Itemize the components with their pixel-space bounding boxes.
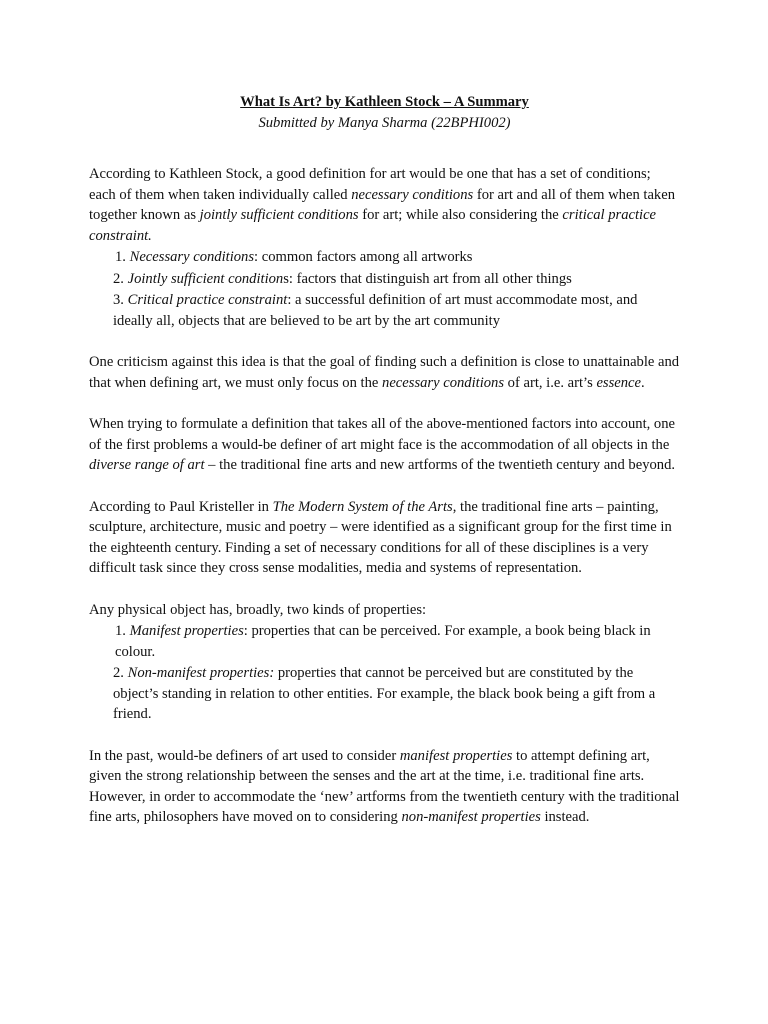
emphasis: necessary conditions — [382, 374, 505, 391]
properties-list — [89, 621, 680, 725]
list-text: properties that cannot be perceived but are constituted by the object’s standing in relation to other entities. For example, the black book being a gift from a friend. — [113, 665, 656, 722]
list-item — [89, 621, 680, 662]
text-run: According to Kathleen Stock, a good definition for art would be one that has a set of conditions; each of them when taken individually called — [89, 166, 651, 203]
emphasis: essence — [596, 374, 642, 391]
text-run: instead. — [540, 809, 590, 825]
paragraph-kristeller — [89, 497, 680, 579]
list-term: Non-manifest properties: — [127, 665, 275, 681]
list-term: Critical practice constraint — [127, 292, 288, 308]
list-number: 1. — [115, 623, 130, 639]
document-subtitle: Submitted by Manya Sharma (22BPHI002) — [258, 114, 511, 131]
emphasis: non-manifest properties — [401, 809, 541, 825]
paragraph-criticism — [89, 352, 680, 393]
emphasis: jointly sufficient conditions — [199, 207, 359, 223]
emphasis: necessary conditions — [351, 186, 474, 203]
conditions-list — [89, 247, 680, 331]
list-text: s: factors that distinguish art from all other things — [283, 270, 572, 287]
list-number: 1. — [115, 249, 130, 265]
text-run: According to Paul Kristeller in — [89, 498, 273, 515]
paragraph-diverse-range — [89, 414, 680, 476]
list-text: : properties that can be perceived. For example, a book being black in colour. — [115, 623, 651, 660]
text-run: – the traditional fine arts and new artforms of the twentieth century and beyond. — [204, 457, 676, 473]
emphasis: critical practice constraint. — [89, 207, 657, 244]
emphasis: manifest properties — [399, 747, 513, 764]
list-item — [89, 269, 680, 290]
emphasis: diverse range of art — [89, 457, 205, 473]
text-run: . — [641, 374, 645, 391]
list-term: Manifest properties — [129, 623, 244, 639]
document-title: What Is Art? by Kathleen Stock – A Summary — [240, 94, 529, 110]
list-term: Jointly sufficient condition — [127, 270, 284, 287]
text-run: In the past, would-be definers of art used to consider — [89, 747, 400, 764]
text-run: for art; while also considering the — [358, 207, 563, 223]
list-number: 3. — [113, 292, 128, 308]
list-term: Necessary conditions — [129, 249, 255, 265]
list-text: : a successful definition of art must accommodate most, and ideally all, objects that are believed to be art by the art community — [113, 292, 638, 329]
paragraph-past-definers — [89, 746, 680, 828]
text-run: to attempt defining art, given the strong relationship between the senses and the art at the time, i.e. traditional fine arts. However, in order to accommodate the ‘new’ artforms from the twentieth century with the traditional fine arts, philosophers have moved on to considering — [89, 747, 680, 825]
list-number: 2. — [113, 665, 128, 681]
text-run: When trying to formulate a definition that takes all of the above-mentioned factors into account, one of the first problems a would-be definer of art might face is the accommodation of all objects in the — [89, 416, 675, 453]
paragraph-definition — [89, 164, 680, 246]
text-run: of art, i.e. art’s — [504, 374, 597, 391]
text-run: One criticism against this idea is that the goal of finding such a definition is close to unattainable and that when defining art, we must only focus on the — [89, 354, 680, 391]
list-item — [89, 247, 680, 268]
paragraph-properties-intro: Any physical object has, broadly, two kinds of properties: — [89, 601, 427, 618]
list-number: 2. — [113, 270, 128, 287]
text-run: for art and all of them when taken together known as — [89, 186, 676, 223]
list-item — [89, 290, 680, 331]
text-run: , the traditional fine arts – painting, sculpture, architecture, music and poetry – were identified as a significant group for the first time in the eighteenth century. Finding a set of necessary conditions for all of these disciplines is a very difficult task since they cross sense modalities, media and systems of representation. — [89, 498, 672, 576]
list-item — [89, 663, 680, 725]
book-title: The Modern System of the Arts — [272, 498, 453, 515]
list-text: : common factors among all artworks — [254, 249, 473, 265]
